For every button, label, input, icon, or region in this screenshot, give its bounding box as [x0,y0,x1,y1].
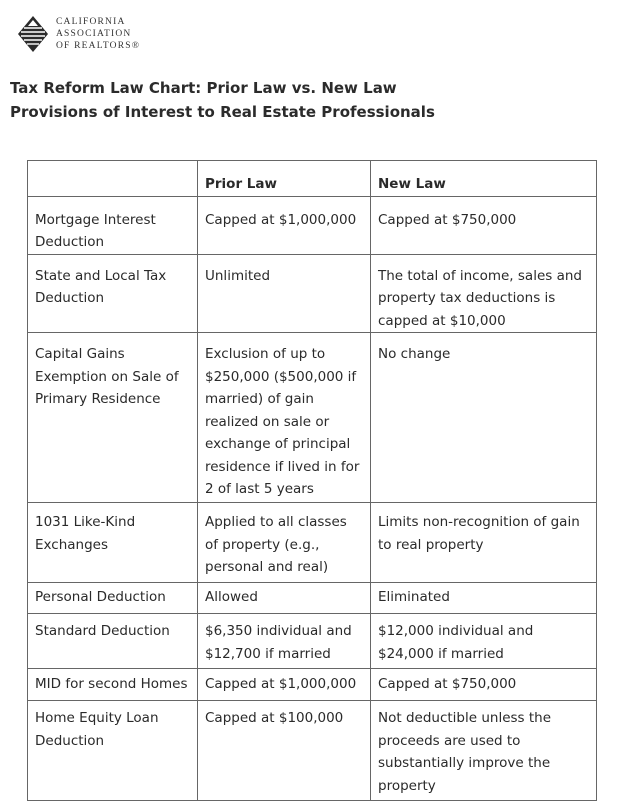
provision-cell: 1031 Like-Kind Exchanges [28,503,198,583]
prior-law-cell: Capped at $1,000,000 [198,196,371,254]
provision-cell: Mortgage Interest Deduction [28,196,198,254]
prior-law-cell: Allowed [198,583,371,614]
new-law-cell: Eliminated [371,583,597,614]
new-law-cell: Limits non-recognition of gain to real property [371,503,597,583]
title-line-2: Provisions of Interest to Real Estate Professionals [10,103,435,121]
new-law-cell: $12,000 individual and $24,000 if married [371,614,597,669]
prior-law-cell: Capped at $1,000,000 [198,669,371,701]
table-row [28,196,597,254]
logo-line-3: OF REALTORS® [56,41,141,51]
title-line-1: Tax Reform Law Chart: Prior Law vs. New Law [10,79,397,97]
table-row [28,333,597,503]
logo-line-1: CALIFORNIA [56,17,126,27]
header-provision [28,161,198,197]
provision-cell: Personal Deduction [28,583,198,614]
table-row [28,583,597,614]
header-prior-law: Prior Law [198,161,371,197]
provision-cell: MID for second Homes [28,669,198,701]
provision-cell: Standard Deduction [28,614,198,669]
prior-law-cell: Unlimited [198,254,371,333]
new-law-cell: Capped at $750,000 [371,669,597,701]
car-logo [16,14,140,54]
table-row [28,701,597,801]
provision-cell: State and Local Tax Deduction [28,254,198,333]
logo-wordmark [56,16,140,52]
table-row [28,669,597,701]
prior-law-cell: $6,350 individual and $12,700 if married [198,614,371,669]
provision-cell: Home Equity Loan Deduction [28,701,198,801]
new-law-cell: Capped at $750,000 [371,196,597,254]
table-header-row [28,161,597,197]
document-title [10,76,435,124]
table-row [28,614,597,669]
table-row [28,254,597,333]
tax-law-table [27,160,597,801]
prior-law-cell: Capped at $100,000 [198,701,371,801]
prior-law-cell: Exclusion of up to $250,000 ($500,000 if married) of gain realized on sale or exchange of principal residence if lived in for 2 of last 5 years [198,333,371,503]
logo-line-2: ASSOCIATION [56,29,132,39]
new-law-cell: Not deductible unless the proceeds are used to substantially improve the property [371,701,597,801]
header-new-law: New Law [371,161,597,197]
new-law-cell: No change [371,333,597,503]
car-logo-icon [16,14,50,54]
table-row [28,503,597,583]
prior-law-cell: Applied to all classes of property (e.g., personal and real) [198,503,371,583]
provision-cell: Capital Gains Exemption on Sale of Primary Residence [28,333,198,503]
new-law-cell: The total of income, sales and property tax deductions is capped at $10,000 [371,254,597,333]
